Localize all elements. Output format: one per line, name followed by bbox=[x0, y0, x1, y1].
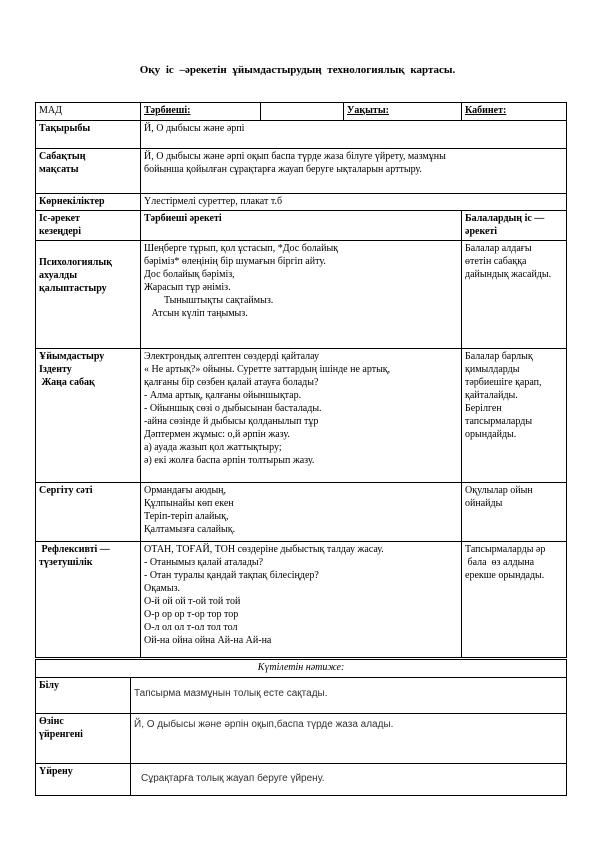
goal-value: Й, О дыбысы және әрпі оқып баспа түрде жаза білуге үйрету, мазмұны бойынша қойылған сұрақтарға жауап беруге ықталарын арттыру. bbox=[141, 149, 567, 194]
visuals-value: Үлестірмелі суреттер, плакат т.б bbox=[141, 194, 567, 211]
time-header: Уақыты: bbox=[344, 103, 462, 121]
mad-cell: МАД bbox=[36, 103, 141, 121]
result-heading: Күтілетін нәтиже: bbox=[36, 660, 567, 678]
children-col-header: Балалардың іс — әрекеті bbox=[462, 211, 567, 241]
goal-label: Сабақтың мақсаты bbox=[36, 149, 141, 194]
children-action: Балалар барлық қимылдарды тәрбиешіге қарап, қайталайды. Берілген тапсырмаларды орындайды. bbox=[462, 349, 567, 483]
topic-row bbox=[36, 121, 567, 149]
stage-row-organize bbox=[36, 349, 567, 483]
teacher-col-header: Тәрбиеші әрекеті bbox=[141, 211, 462, 241]
result-value: Й, О дыбысы және әрпін оқып,баспа түрде жаза алады. bbox=[131, 714, 567, 764]
result-label: Үйрену bbox=[36, 764, 131, 796]
stage-label: Психологиялық ахуалды қалыптастыру bbox=[36, 241, 141, 349]
topic-label: Тақырыбы bbox=[36, 121, 141, 149]
stage-label: Ұйымдастыру Ізденту Жаңа сабақ bbox=[36, 349, 141, 483]
stage-row-psych bbox=[36, 241, 567, 349]
stage-label: Сергіту сәті bbox=[36, 483, 141, 542]
teacher-header: Тәрбиеші: bbox=[141, 103, 261, 121]
result-heading-row bbox=[36, 660, 567, 678]
result-value: Сұрақтарға толық жауап беруге үйрену. bbox=[131, 764, 567, 796]
stage-row-reflexive bbox=[36, 542, 567, 658]
goal-row bbox=[36, 149, 567, 194]
cabinet-header: Кабинет: bbox=[462, 103, 567, 121]
stage-row-warmup bbox=[36, 483, 567, 542]
result-label: Білу bbox=[36, 678, 131, 714]
result-label: Өзінс үйренгені bbox=[36, 714, 131, 764]
children-action: Оқулылар ойын ойнайды bbox=[462, 483, 567, 542]
teacher-action: ОТАН, ТОҒАЙ, ТОН сөздеріне дыбыстық талдау жасау. - Отанымыз қалай аталады? - Отан туралы қандай тақпақ білесіңдер? Оқамыз. О-й ой ой т-ой той той О-р ор ор т-ор тор тор О-л ол ол т-ол тол тол Ой-на ойна ойна Ай-на Ай-на bbox=[141, 542, 462, 658]
teacher-action: Шеңберге тұрып, қол ұстасып, *Дос болайық бәріміз* өлеңінің бір шумағын біргіп айту. Дос болайық бәріміз, Жарасып тұр әніміз. Тыныштықты сақтаймыз. Атсын күліп таңымыз. bbox=[141, 241, 462, 349]
result-row-learned bbox=[36, 714, 567, 764]
teacher-blank bbox=[261, 103, 344, 121]
page-title: Оқу іс –әрекетін ұйымдастырудың технологиялық картасы. bbox=[139, 64, 456, 76]
tech-card-table bbox=[35, 102, 567, 658]
visuals-label: Көрнекіліктер bbox=[36, 194, 141, 211]
teacher-action: Ормандағы аюдың, Құлпынайы көп екен Теріп-теріп алайық, Қалтамызға салайық. bbox=[141, 483, 462, 542]
result-row-know bbox=[36, 678, 567, 714]
result-row-learn bbox=[36, 764, 567, 796]
topic-value: Й, О дыбысы және әрпі bbox=[141, 121, 567, 149]
stage-col-header: Іс-әрекет кезеңдері bbox=[36, 211, 141, 241]
children-action: Тапсырмаларды әр бала өз алдына ерекше орындады. bbox=[462, 542, 567, 658]
teacher-action: Электрондық әлгептен сөздерді қайталау « Не артық?» ойыны. Суретте заттардың ішінде не артық, қалғаны бір сөзбен қалай атауға болады? - Алма артық, қалғаны ойыншықтар. - Ойыншық сөзі о дыбысынан басталады. -айна сөзінде й дыбысы қолданылып тұр Дәптермен жұмыс: о,й әрпін жазу. а) ауада жазып қол жаттықтыру; ә) екі жолға баспа әрпін толтырып жазу. bbox=[141, 349, 462, 483]
expected-result-table bbox=[35, 659, 567, 796]
children-action: Балалар алдағы өтетін сабаққа дайындық жасайды. bbox=[462, 241, 567, 349]
visuals-row bbox=[36, 194, 567, 211]
columns-row bbox=[36, 211, 567, 241]
header-row bbox=[36, 103, 567, 121]
stage-label: Рефлексивті — түзетушілік bbox=[36, 542, 141, 658]
result-value: Тапсырма мазмұнын толық есте сақтады. bbox=[131, 678, 567, 714]
